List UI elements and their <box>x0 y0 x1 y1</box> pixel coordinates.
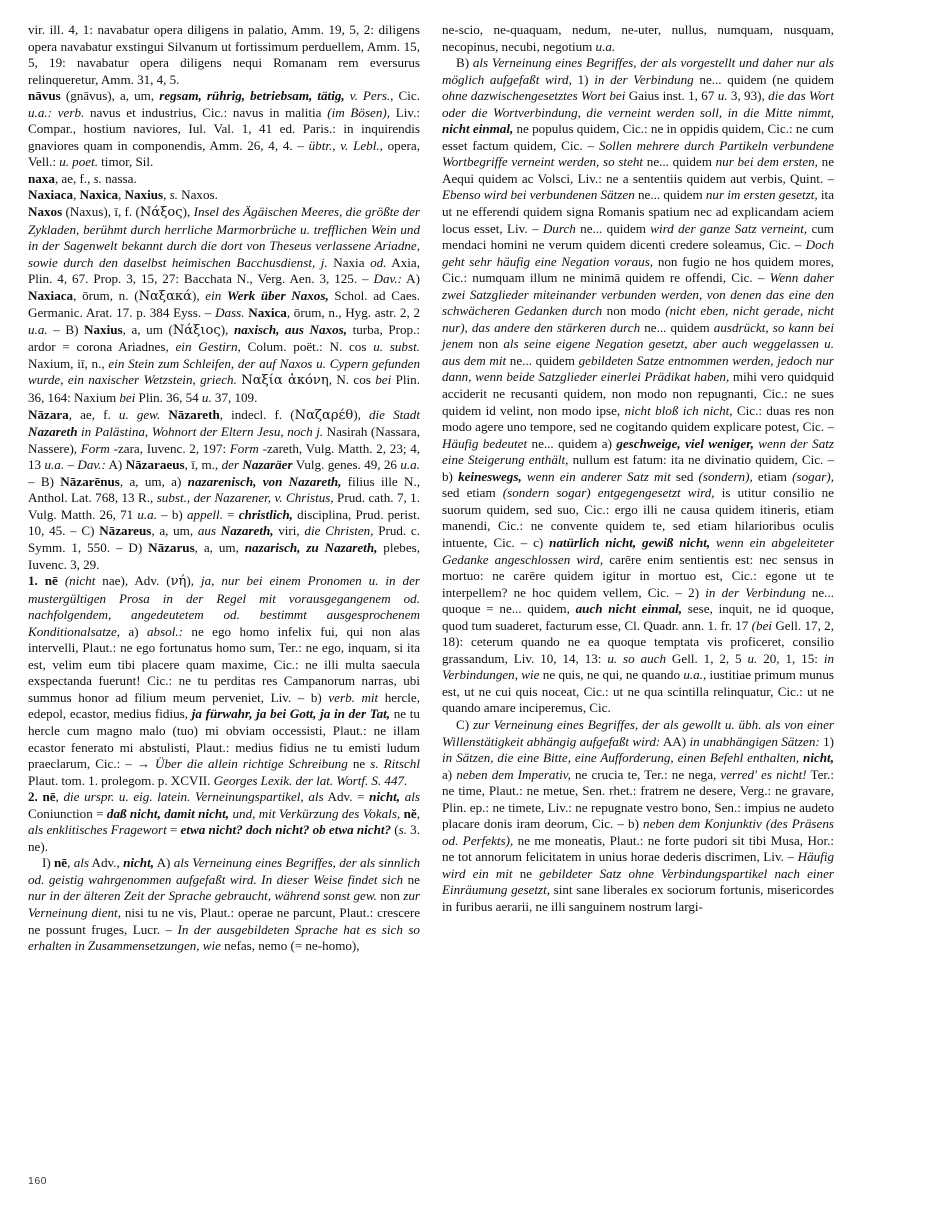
entry-continuation-ne-2-I-cont: ne-scio, ne-quaquam, nedum, ne-uter, nullus, numquam, nusquam, necopinus, necubi, negotium u.a. <box>442 22 834 54</box>
dictionary-entry-naxa: naxa, ae, f., s. nassa. <box>28 170 137 186</box>
right-column <box>442 22 834 1150</box>
dictionary-entry-naxos: Naxos (Naxus), ī, f. (Νάξος), Insel des Ägäischen Meeres, die größte der Zykladen, berühmt durch herrliche Marmorbrüche u. trefflichen Wein und in der Sagenwelt bekannt durch die dort von Theseus verlassene Ariadne, sowie durch den daselbst heimischen Bacchusdienst, j. Naxia od. Axia, Plin. 4, 67. Prop. 3, 15, 27: Bacchata N., Verg. Aen. 3, 125. – Dav.: A) Naxiaca, ōrum, n. (Ναξακά), ein Werk über Naxos, Schol. ad Caes. Germanic. Arat. 17. p. 384 Eyss. – Dass. Naxica, ōrum, n., Hyg. astr. 2, 2 u.a. – B) Naxius, a, um (Νάξιος), naxisch, aus Naxos, turba, Prop.: ardor = corona Ariadnes, ein Gestirn, Colum. poët.: N. cos u. subst. Naxium, iī, n., ein Stein zum Schleifen, der auf Naxos u. Cypern gefunden wurde, ein naxischer Wetzstein, griech. Ναξία ἀκόνη, N. cos bei Plin. 36, 164: Naxium bei Plin. 36, 54 u. 37, 109. <box>28 204 421 406</box>
dictionary-entry-ne-2: 2. nē, die urspr. u. eig. latein. Verneinungspartikel, als Adv. = nicht, als Coniunction = daß nicht, damit nicht, und, mit Verkürzung des Vokals, nĕ, als enklitisches Fragewort = etwa nicht? doch nicht? ob etwa nicht? (s. 3. ne). <box>28 789 421 854</box>
dictionary-entry-nazara: Nāzara, ae, f. u. gew. Nāzareth, indecl. f. (Ναζαρέθ), die Stadt Nazareth in Palästina, Wohnort der Eltern Jesu, noch j. Nasirah (Nassara, Nassere), Form -zara, Iuvenc. 2, 197: Form -zareth, Vulg. Matth. 2, 23; 4, 13 u.a. – Dav.: A) Nāzaraeus, ī, m., der Nazaräer Vulg. genes. 49, 26 u.a. – B) Nāzarēnus, a, um, a) nazarenisch, von Nazareth, filius ille N., Anthol. Lat. 768, 13 R., subst., der Nazarener, v. Christus, Prud. cath. 7, 1. Vulg. Matth. 26, 71 u.a. – b) appell. = christlich, disciplina, Prud. perist. 10, 45. – C) Nāzareus, a, um, aus Nazareth, viri, die Christen, Prud. c. Symm. 1, 550. – D) Nāzarus, a, um, nazarisch, zu Nazareth, plebes, Iuvenc. 3, 29. <box>28 406 421 572</box>
dictionary-entry-ne-1: 1. nē (nicht nae), Adv. (νή), ja, nur bei einem Pronomen u. in der mustergültigen Prosa in der Regel mit vorausgegangenem od. nachfolgendem, angedeutetem od. bestimmt ausgesprochenem Konditionalsatze, a) absol.: ne ego homo infelix fui, qui non alas intervelli, Plaut.: ne ego fortunatus homo sum, Ter.: ne ego, inquam, si ita est, velim eum tibi placere quam maxime, Cic.: ne illi multa saecula exspectanda fuerunt! Cic.: ne tu perditas res Campanorum narras, ubi summus honor ad filium meum perveniet, Liv. – b) verb. mit hercle, edepol, ecastor, medius fidius, ja fürwahr, ja bei Gott, ja in der Tat, ne tu hercle cum magno malo (tuo) mi obviam occessisti, Plaut.: ne illam ecastor fenerato mi abstulisti, Plaut.: medius fidius ne tu emisti ludum praeclarum, Cic.: – → Über die allein richtige Schreibung ne s. Ritschl Plaut. tom. 1. prolegom. p. XCVII. Georges Lexik. der lat. Wortf. S. 447. <box>28 573 420 788</box>
dictionary-entry-navus: nāvus (gnāvus), a, um, regsam, rührig, betriebsam, tätig, v. Pers., Cic. u.a.: verb. navus et industrius, Cic.: navus in malitia (im Bösen), Liv.: Compar., hostium naviores, Iul. Val. 1, 41 ed. Paris.: in inquirendis gnaviores quam in componendis, Amm. 26, 4, 4. – übtr., v. Lebl., opera, Vell.: u. poet. timor, Sil. <box>28 88 421 170</box>
entry-paragraph-ne-2-C: C) zur Verneinung eines Begriffes, der als gewollt u. übh. als von einer Willenstätigkeit abhängig aufgefaßt wird: AA) in unabhängigen Sätzen: 1) in Sätzen, die eine Bitte, eine Aufforderung, einen Befehl enthalten, nicht, a) neben dem Imperativ, ne crucia te, Ter.: ne nega, verred' es nicht! Ter.: ne time, Plaut.: ne metue, Sen. rhet.: fratrem ne desere, Verg.: ne gravare, Plin. ep.: ne timete, Liv.: ne repugnate vestro bono, Sen.: impius ne audeto placare donis iram deorum, Cic. – b) neben dem Konjunktiv (des Präsens od. Perfekts), ne me moneatis, Plaut.: ne forte pudori sit tibi Musa, Hor.: ne tot annorum felicitatem in unius horae dederis discrimen, Liv. – Häufig wird ein mit ne gebildeter Satz ohne Verbindungspartikel nach einer Einräumung gesetzt, sint sane liberales ex sociorum fortunis, misericordes in furibus aerarii, ne illi sanguinem nostrum largi- <box>442 716 834 914</box>
entry-paragraph-ne-2-B: B) als Verneinung eines Begriffes, der als vorgestellt und daher nur als möglich aufgefaßt wird, 1) in der Verbindung ne... quidem (ne quidem ohne dazwischengesetztes Wort bei Gaius inst. 1, 67 u. 3, 93), die das Wort oder die Wortverbindung, die verneint werden soll, in die Mitte nimmt, nicht einmal, ne populus quidem, Cic.: ne in oppidis quidem, Cic.: ne cum esset factum quidem, Cic. – Sollen mehrere durch Partikeln verbundene Wortbegriffe verneint werden, so steht ne... quidem nur bei dem ersten, ne Aequi quidem ac Volsci, Liv.: ne a sententiis quidem aut verbis, Quint. – Ebenso wird bei verbundenen Sätzen ne... quidem nur im ersten gesetzt, ita ut ne efferendi quidem signa Romanis spatium nec ad explicandam aciem locus esset, Liv. – Durch ne... quidem wird der ganze Satz verneint, cum mendaci homini ne verum quidem dicenti credere soleamus, Cic. – Doch geht sehr häufig eine Negation voraus, non fugio ne hos quidem mores, Cic.: numquam illum ne minimā quidem re offendi, Cic. – Wenn daher zwei Satzglieder miteinander verbunden werden, von denen das eine den schwächeren Gedanken durch non modo (nicht eben, nicht gerade, nicht nur), das andere den stärkeren durch ne... quidem ausdrückt, so kann bei jenem non als seine eigene Negation gesetzt, aber auch weggelassen u. aus dem mit ne... quidem gebildeten Satze entnommen werden, jedoch nur dann, wenn beide Satzglieder einerlei Prädikat haben, mihi vero quidquid acciderit ne recusanti quidem, non modo non repugnanti, Cic.: ne sues quidem id velint, non modo ipse, nicht bloß ich nicht, Cic.: duas res non modo agere uno tempore, sed ne cogitando quidem explicare potest, Cic. – Häufig bedeutet ne... quidem a) geschweige, viel weniger, wenn der Satz eine Steigerung enthält, nullum est fatum: ita ne divinatio quidem, Cic. – b) keineswegs, wenn ein anderer Satz mit sed (sondern), etiam (sogar), sed etiam (sondern sogar) entgegengesetzt wird, is utitur consilio ne suorum quidem, sed suo, Cic.: ergo illi ne causa quidem itineris, etiam manendi, Cic.: ne convente quidem te, sed etiam hilarioribus oculis intuente, Cic. – c) natürlich nicht, gewiß nicht, wenn ein abgeleiteter Gedanke angeschlossen wird, carēre enim sentientis est: nec sensus in mortuo: ne carēre quidem igitur in mortuo est, Cic.: egone ut te interpellem? ne hoc quidem vellem, Cic. – 2) in der Verbindung ne... quoque = ne... quidem, auch nicht einmal, sese, inquit, ne id quoque, quod tum suaderet, facturum esse, Cl. Quadr. ann. 1. fr. 17 (bei Gell. 17, 2, 18): ceterum quando ne ea quoque temptata vis proficeret, consilio grassandum, Liv. 10, 14, 13: u. so auch Gell. 1, 2, 5 u. 20, 1, 15: in Verbindungen, wie ne quis, ne qui, ne quando u.a., iustitiae primum munus est, ut ne cui quis noceat, Cic.: ut ne qua scintilla relinquatur, Cic.: ut ne quando amare inciperemus, Cic. <box>442 55 835 716</box>
entry-paragraph-ne-2-I: I) nē, als Adv., nicht, A) als Verneinung eines Begriffes, der als sinnlich od. geistig wahrgenommen aufgefaßt wird. In dieser Weise findet sich ne nur in der älteren Zeit der Sprache gebraucht, während sonst gew. non zur Verneinung dient, nisi tu ne vis, Plaut.: operae ne parcunt, Plaut.: crescere ne possunt fruges, Lucr. – In der ausgebildeten Sprache hat es sich so erhalten in Zusammensetzungen, wie nefas, nemo (= ne-homo), <box>28 855 421 954</box>
entry-continuation-navabatur-continuation: vir. ill. 4, 1: navabatur opera diligens in palatio, Amm. 19, 5, 2: diligens opera navabatur exstingui Silvanum ut fortissimum perduellem, Amm. 15, 5, 19: navabatur opera diligens nequi Romanam rem eversurus relinqueretur, Amm. 31, 4, 5. <box>28 22 420 87</box>
dictionary-entry-naxiaca: Naxiaca, Naxica, Naxius, s. Naxos. <box>28 187 218 203</box>
two-column-body <box>28 22 907 1150</box>
left-column <box>28 22 420 1150</box>
page-number: 160 <box>28 1175 48 1187</box>
